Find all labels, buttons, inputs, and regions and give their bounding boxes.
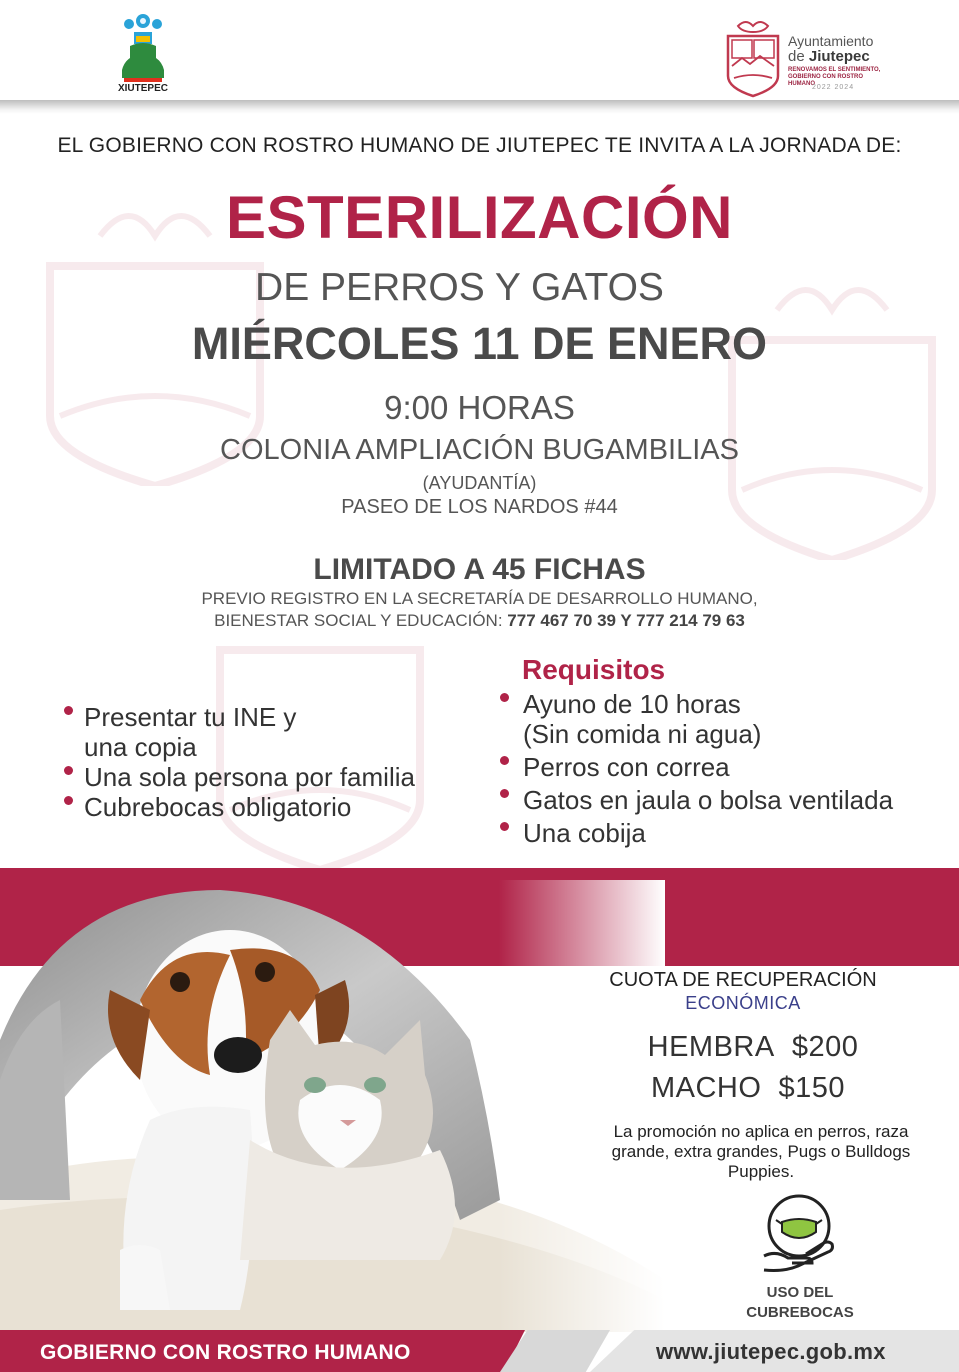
- header-shadow: [0, 100, 959, 114]
- list-item: Perros con correa: [500, 752, 950, 782]
- ayuntamiento-label: Ayuntamiento: [788, 33, 874, 49]
- cuota-heading: CUOTA DE RECUPERACIÓN: [609, 969, 877, 991]
- requirements-title: Requisitos: [522, 654, 666, 685]
- dog-and-cat-photo: [0, 880, 665, 1332]
- cuota-subheading: ECONÓMICA: [685, 993, 801, 1013]
- xiutepec-logo-text: XIUTEPEC: [117, 83, 168, 94]
- list-item: Una cobija: [500, 818, 950, 848]
- event-ayudantia: (AYUDANTÍA): [422, 473, 537, 493]
- list-item: Ayuno de 10 horas: [500, 689, 950, 719]
- footer-slogan: GOBIERNO CON ROSTRO HUMANO: [40, 1341, 411, 1364]
- invitation-line: EL GOBIERNO CON ROSTRO HUMANO DE JIUTEPEC TE INVITA A LA JORNADA DE:: [57, 134, 902, 157]
- male-price: MACHO $150: [650, 1072, 846, 1104]
- event-colonia: COLONIA AMPLIACIÓN BUGAMBILIAS: [220, 434, 739, 466]
- registration-phones: 777 467 70 39 Y 777 214 79 63: [507, 611, 745, 630]
- conditions-list: [64, 702, 484, 822]
- face-mask-hands-icon: [758, 1194, 840, 1276]
- event-address: PASEO DE LOS NARDOS #44: [341, 496, 618, 518]
- mask-caption: USO DEL CUBREBOCAS: [746, 1284, 854, 1321]
- ayuntamiento-tagline: RENOVAMOS EL SENTIMIENTO, GOBIERNO CON ROSTRO HUMANO: [788, 67, 881, 87]
- jiutepec-seal-icon: [724, 18, 782, 98]
- event-title: ESTERILIZACIÓN: [225, 184, 733, 251]
- list-item-continuation: una copia: [84, 732, 197, 762]
- jiutepec-label: de Jiutepec: [788, 48, 870, 65]
- promo-note: La promoción no aplica en perros, raza grande, extra grandes, Pugs o Bulldogs Puppies.: [611, 1122, 911, 1181]
- list-item: Cubrebocas obligatorio: [64, 792, 484, 822]
- footer-url-link[interactable]: www.jiutepec.gob.mx: [656, 1339, 886, 1364]
- list-item: Gatos en jaula o bolsa ventilada: [500, 785, 950, 815]
- event-date: MIÉRCOLES 11 DE ENERO: [191, 318, 768, 369]
- list-item: Una sola persona por familia: [64, 762, 484, 792]
- list-item: Presentar tu INE y: [64, 702, 484, 732]
- requirements-list: [500, 689, 950, 851]
- event-subtitle: DE PERROS Y GATOS: [255, 266, 664, 309]
- list-item-continuation: (Sin comida ni agua): [523, 719, 762, 749]
- registration-line-2: BIENESTAR SOCIAL Y EDUCACIÓN: 777 467 70 39 Y 777 214 79 63: [214, 611, 745, 630]
- ayuntamiento-years: 2022 2024: [812, 84, 855, 91]
- event-time: 9:00 HORAS: [384, 389, 575, 426]
- female-price: HEMBRA $200: [647, 1031, 859, 1063]
- registration-line-1: PREVIO REGISTRO EN LA SECRETARÍA DE DESARROLLO HUMANO,: [201, 589, 758, 608]
- limit-notice: LIMITADO A 45 FICHAS: [313, 553, 646, 586]
